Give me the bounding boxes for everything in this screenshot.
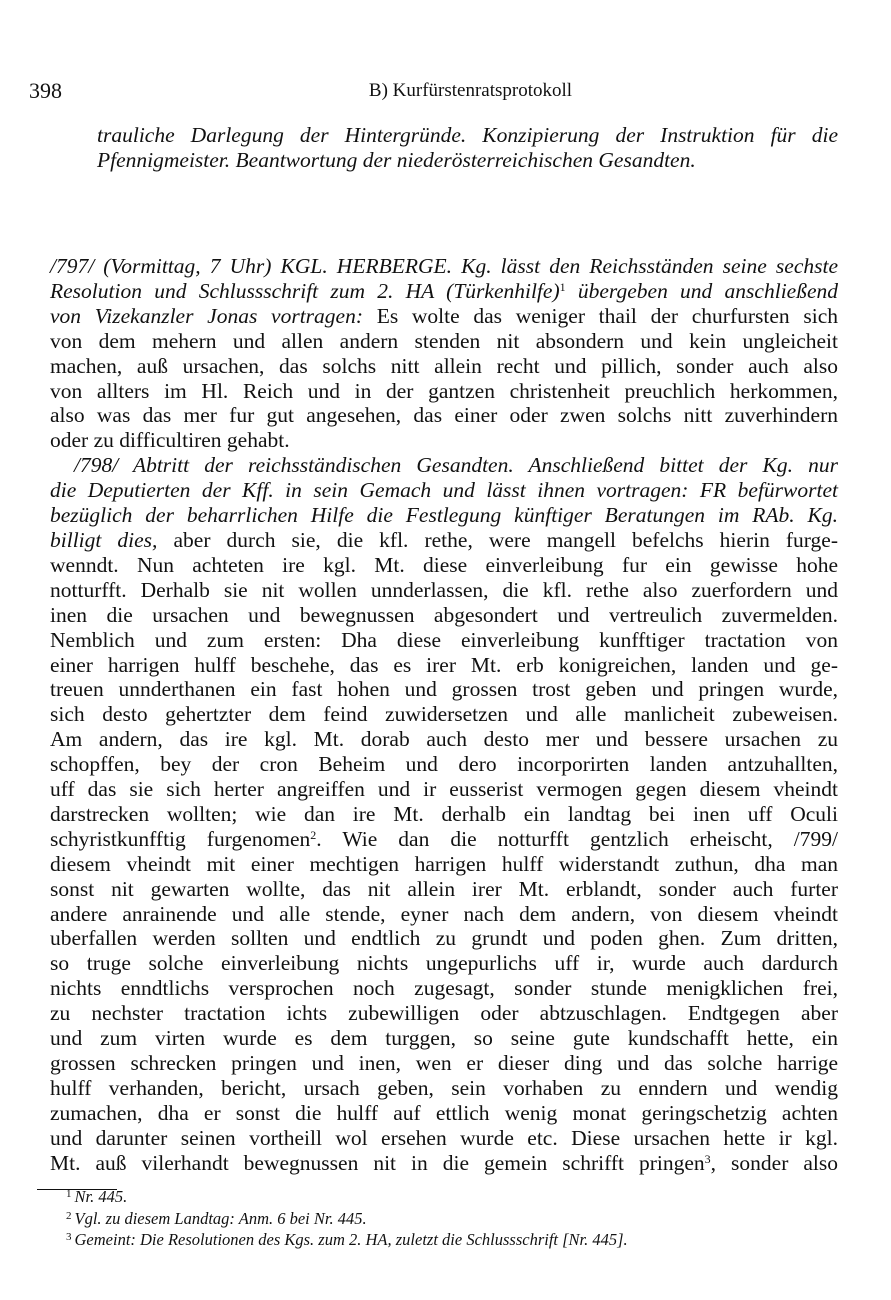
text-line: [50, 802, 838, 827]
source-text: sich desto gehertzter dem feind zuwidersetzen und alle manlicheit zubeweisen.: [50, 702, 838, 727]
source-text: einer harrigen hulff beschehe, das es irer Mt. erb konigreichen, landen und ge-: [50, 652, 838, 677]
source-text: andere anrainende und alle stende, eyner nach dem andern, von diesem vheindt: [50, 901, 838, 926]
source-text: wenndt. Nun achteten ire kgl. Mt. diese einverleibung fur ein gewisse hohe: [50, 552, 838, 577]
source-text: und zum virten wurde es dem turggen, so seine gute kundschafft hette, ein: [50, 1026, 838, 1051]
source-text: nichts enndtlichs versprochen noch zugesagt, sonder stunde menigklichen frei,: [50, 976, 838, 1001]
source-text: notturfft. Derhalb sie nit wollen unnderlassen, die kfl. rethe also zuerfordern und: [50, 577, 838, 602]
text-line: [50, 528, 838, 553]
source-text: grossen schrecken pringen und inen, wen er dieser ding und das solche harrige: [50, 1051, 838, 1075]
source-text: uberfallen werden sollten und endtlich zu grundt und poden ghen. Zum dritten,: [50, 926, 838, 951]
source-text: so truge solche einverleibung nichts ungepurlichs uff ir, wurde auch dardurch: [50, 951, 838, 976]
source-text: , sonder also: [710, 1150, 839, 1175]
text-line: [50, 1101, 838, 1126]
footnote-text: Nr. 445.: [74, 1187, 128, 1206]
text-line: [50, 1001, 838, 1026]
source-text: treuen unnderthanen ein fast hohen und grossen trost geben und pringen wurde,: [50, 677, 838, 702]
footnote: [66, 1208, 628, 1230]
text-line: [50, 428, 838, 453]
text-line: [50, 777, 838, 802]
footnote-text: Vgl. zu diesem Landtag: Anm. 6 bei Nr. 445.: [74, 1208, 367, 1228]
text-line: [50, 553, 838, 578]
footnotes: [66, 1186, 628, 1251]
editorial-text: die Deputierten der Kff. in sein Gemach und lässt ihnen vortragen: FR befürwortet: [50, 478, 838, 503]
summary-line: trauliche Darlegung der Hintergründe. Konzipierung der Instruktion für die: [97, 123, 838, 147]
text-line: [50, 329, 838, 354]
footnote-mark: 3: [66, 1231, 72, 1243]
source-text: zumachen, dha er sonst die hulff auf ettlich wenig monat geringschetzig achten: [50, 1100, 838, 1125]
footnote-mark: 1: [66, 1188, 72, 1200]
text-line: [50, 727, 838, 752]
footnote-reference: 2: [310, 827, 317, 842]
text-line: [50, 702, 838, 727]
text-line: [50, 304, 838, 329]
body-text: [50, 254, 838, 1176]
source-text: sonst nit gewarten wollte, das nit allein irer Mt. erblandt, sonder auch furter: [50, 876, 838, 901]
text-line: [50, 677, 838, 702]
editorial-text: /797/ (Vormittag, 7 Uhr) KGL. HERBERGE. Kg. lässt den Reichsständen seine sechste: [50, 254, 838, 278]
source-text: diesem vheindt mit einer mechtigen harrigen hulff widerstandt zuthun, dha man: [50, 851, 838, 876]
source-text: zu nechster tractation ichts zubewilligen oder abtzuschlagen. Endtgegen aber: [50, 1001, 838, 1026]
footnote: [66, 1186, 628, 1208]
page-number: 398: [29, 78, 62, 103]
text-line: [50, 752, 838, 777]
source-text: also was das mer fur gut angesehen, das einer oder zwen solchs nitt zuverhindern: [50, 403, 838, 428]
editorial-text: übergeben und anschließend: [565, 278, 838, 303]
text-line: [50, 1026, 838, 1051]
footnote-reference: 3: [704, 1151, 711, 1166]
source-text: Am andern, das ire kgl. Mt. dorab auch desto mer und bessere ursachen zu: [50, 727, 838, 752]
text-line: [50, 379, 838, 404]
text-line: [50, 603, 838, 628]
source-text: darstrecken wollten; wie dan ire Mt. derhalb ein landtag bei inen uff Oculi: [50, 801, 838, 826]
source-text: schyristkunfftig furgenomen: [50, 826, 311, 851]
text-line: [50, 478, 838, 503]
summary-line: Pfennigmeister. Beantwortung der niederösterreichischen Gesandten.: [97, 148, 696, 172]
footnote-mark: 2: [66, 1209, 72, 1222]
source-text: aber durch sie, die kfl. rethe, were mangell befelchs hierin furge-: [157, 527, 839, 552]
text-line: [50, 976, 838, 1001]
text-line: [50, 453, 838, 478]
source-text: schopffen, bey der cron Beheim und dero incorporirten landen antzuhallten,: [50, 752, 838, 777]
text-line: [50, 354, 838, 379]
text-line: [50, 578, 838, 603]
text-line: [50, 279, 838, 304]
text-line: [50, 653, 838, 678]
text-line: [50, 403, 838, 428]
editorial-text: billigt dies,: [50, 527, 158, 552]
source-text: uff das sie sich herter angreiffen und ir eusserist vermogen gegen diesem vheindt: [50, 777, 838, 802]
source-text: von dem mehern und allen andern stenden nit absondern und kein ungleicheit: [50, 328, 838, 353]
source-text: und darunter seinen vortheill wol ersehen wurde etc. Diese ursachen hette ir kgl.: [50, 1125, 838, 1150]
text-line: [50, 926, 838, 951]
text-line: [50, 951, 838, 976]
text-line: [50, 902, 838, 927]
text-line: [50, 852, 838, 877]
text-line: [50, 1051, 838, 1076]
source-text: Mt. auß vilerhandt bewegnussen nit in die gemein schrifft pringen: [50, 1150, 705, 1175]
summary: [97, 123, 838, 173]
editorial-text: von Vizekanzler Jonas vortragen:: [50, 303, 363, 328]
source-text: hulff verhanden, bericht, ursach geben, sein vorhaben zu enndern und wendig: [50, 1075, 838, 1100]
text-line: [50, 628, 838, 653]
text-line: [50, 827, 838, 852]
footnote: [66, 1229, 628, 1251]
source-text: machen, auß ursachen, das solchs nitt allein recht und pillich, sonder auch also: [50, 353, 838, 378]
text-line: [50, 1151, 838, 1176]
source-text: oder zu difficultiren gehabt.: [50, 428, 290, 453]
source-text: Es wolte das weniger thail der churfursten sich: [362, 303, 838, 328]
text-line: [50, 503, 838, 528]
source-text: von allters im Hl. Reich und in der gantzen christenheit preuchlich herkommen,: [50, 378, 838, 403]
text-line: [50, 254, 838, 279]
source-text: inen die ursachen und bewegnussen abgesondert und vertreulich zuvermelden.: [50, 602, 838, 627]
editorial-text: /798/ Abtritt der reichsständischen Gesandten. Anschließend bittet der Kg. nur: [74, 453, 838, 478]
running-title: B) Kurfürstenratsprotokoll: [368, 80, 573, 101]
source-text: Nemblich und zum ersten: Dha diese einverleibung kunfftiger tractation von: [50, 627, 838, 652]
text-line: [50, 1126, 838, 1151]
editorial-text: Resolution und Schlussschrift zum 2. HA (Türkenhilfe): [50, 278, 560, 303]
source-text: . Wie dan die notturfft gentzlich erheischt, /799/: [316, 826, 838, 851]
text-line: [50, 877, 838, 902]
footnote-reference: 1: [559, 279, 566, 294]
text-line: [50, 1076, 838, 1101]
editorial-text: bezüglich der beharrlichen Hilfe die Festlegung künftiger Beratungen im RAb. Kg.: [50, 503, 838, 528]
footnote-text: Gemeint: Die Resolutionen des Kgs. zum 2. HA, zuletzt die Schlussschrift [Nr. 445].: [74, 1230, 628, 1249]
